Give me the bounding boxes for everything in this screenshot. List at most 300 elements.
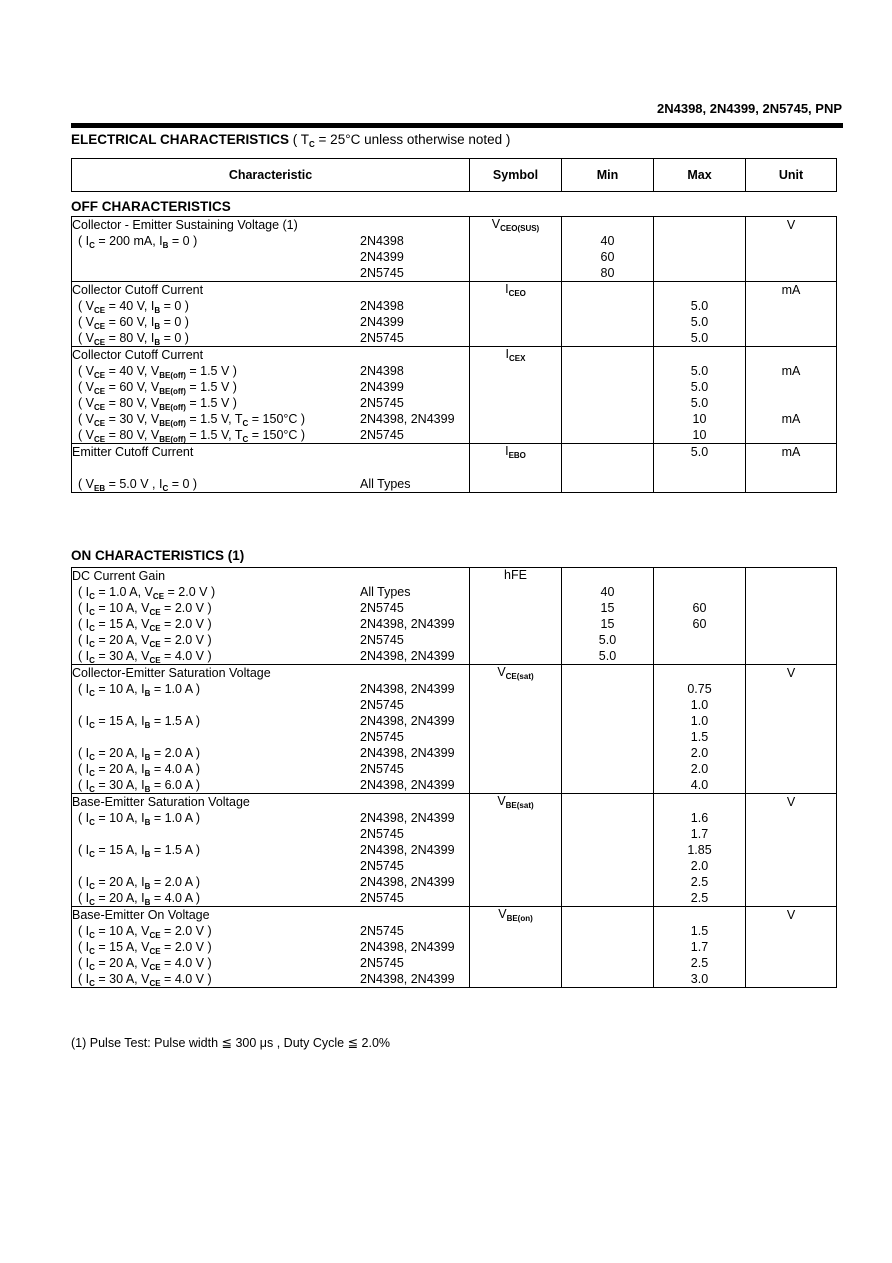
min-cell (562, 444, 654, 493)
name-row-spacer (562, 568, 653, 584)
test-condition: ( $I_C = 200$ mA, $I_B = 0$ ) (78, 234, 198, 250)
test-condition: ( $I_C = 15$ A, $V_{CE} = 2.0$ V ) (78, 617, 212, 633)
unit-value: V (786, 795, 796, 809)
max-value: 3.0 (690, 972, 709, 986)
device-type: 2N5745 (360, 428, 404, 442)
device-type: 2N4399 (360, 315, 404, 329)
unit-value (746, 379, 836, 395)
max-value: 2.0 (690, 859, 709, 873)
test-condition: ( $V_{EB} = 5.0$ V , $I_C = 0$ ) (78, 477, 198, 493)
max-cell (654, 568, 746, 665)
unit-value (746, 874, 836, 890)
condition-line (72, 890, 469, 906)
condition-line (72, 363, 469, 379)
parameter-row (72, 794, 837, 907)
min-value (562, 777, 653, 793)
max-value (654, 249, 745, 265)
unit-value: mA (781, 412, 801, 426)
condition-line (72, 939, 469, 955)
min-value (562, 955, 653, 971)
unit-value (746, 265, 836, 281)
header-rule (71, 123, 843, 128)
unit-value (746, 681, 836, 697)
max-value: 5.0 (690, 299, 709, 313)
unit-cell (746, 568, 837, 665)
characteristic-cell (72, 665, 470, 794)
device-type: 2N4398, 2N4399 (360, 811, 455, 825)
unit-value: mA (781, 364, 801, 378)
device-type: 2N4399 (360, 380, 404, 394)
unit-value: V (786, 218, 796, 232)
max-value (654, 233, 745, 249)
name-row-spacer (654, 665, 745, 681)
parameter-row (72, 347, 837, 444)
max-value (654, 584, 745, 600)
test-condition (72, 250, 78, 264)
unit-cell (746, 217, 837, 282)
min-value (562, 874, 653, 890)
device-type: 2N4398, 2N4399 (360, 940, 455, 954)
device-type: 2N5745 (360, 924, 404, 938)
max-value: 1.5 (690, 924, 709, 938)
symbol-cell (470, 444, 562, 493)
max-value: 5.0 (690, 445, 709, 459)
unit-value (746, 697, 836, 713)
min-value (562, 729, 653, 745)
unit-cell (746, 444, 837, 493)
device-type: 2N4398, 2N4399 (360, 972, 455, 986)
device-type: 2N5745 (360, 762, 404, 776)
max-value (654, 460, 745, 476)
max-value: 0.75 (687, 682, 712, 696)
condition-line (72, 427, 469, 443)
condition-line (72, 713, 469, 729)
pulse-test-footnote: (1) Pulse Test: Pulse width ≦ 300 μs , Duty Cycle ≦ 2.0% (71, 1036, 391, 1050)
condition-line (72, 460, 469, 476)
unit-value (746, 777, 836, 793)
min-value: 15 (600, 617, 615, 631)
test-condition: ( $I_C = 30$ A, $I_B = 6.0$ A ) (78, 778, 201, 794)
condition-line (72, 330, 469, 346)
unit-value (746, 923, 836, 939)
condition-line (72, 810, 469, 826)
name-row-spacer (654, 907, 745, 923)
name-row-spacer (562, 907, 653, 923)
off-characteristics-heading: OFF CHARACTERISTICS (71, 199, 231, 214)
max-value: 1.85 (687, 843, 712, 857)
min-cell (562, 347, 654, 444)
test-condition: ( $V_{CE} = 30$ V, $V_{BE(off)} = 1.5$ V, $T_C = 150^\circ C$ ) (78, 412, 306, 428)
min-value (562, 330, 653, 346)
test-condition: ( $I_C = 20$ A, $V_{CE} = 4.0$ V ) (78, 956, 212, 972)
min-value (562, 427, 653, 443)
unit-value (746, 584, 836, 600)
unit-value (746, 460, 836, 476)
parameter-name: Collector Cutoff Current (72, 348, 204, 362)
device-type: 2N5745 (360, 633, 404, 647)
max-value (654, 632, 745, 648)
condition-line (72, 648, 469, 664)
max-cell (654, 217, 746, 282)
device-type: 2N5745 (360, 396, 404, 410)
test-condition: ( $V_{CE} = 80$ V, $V_{BE(off)} = 1.5$ V, $T_C = 150^\circ C$ ) (78, 428, 306, 444)
test-condition: ( $I_C = 15$ A, $V_{CE} = 2.0$ V ) (78, 940, 212, 956)
test-condition: ( $I_C = 15$ A, $I_B = 1.5$ A ) (78, 843, 201, 859)
min-value (562, 681, 653, 697)
min-value: 5.0 (598, 633, 617, 647)
condition-line (72, 777, 469, 793)
name-row-spacer (654, 282, 745, 298)
max-value (654, 265, 745, 281)
test-condition: ( $V_{CE} = 40$ V, $I_B = 0$ ) (78, 299, 189, 315)
unit-value (746, 233, 836, 249)
min-value (562, 298, 653, 314)
name-row-spacer (562, 282, 653, 298)
min-value (562, 395, 653, 411)
unit-value: mA (781, 283, 801, 297)
condition-line (72, 955, 469, 971)
unit-value (746, 971, 836, 987)
min-cell (562, 217, 654, 282)
characteristic-cell (72, 907, 470, 988)
min-value: 40 (600, 585, 615, 599)
max-value: 2.5 (690, 956, 709, 970)
parameter-name: DC Current Gain (72, 569, 166, 583)
parameter-symbol: $I_{CEX}$ (505, 347, 526, 363)
test-condition (72, 266, 78, 280)
test-condition: ( $I_C = 15$ A, $I_B = 1.5$ A ) (78, 714, 201, 730)
min-value (562, 460, 653, 476)
column-min: Min (562, 159, 654, 192)
unit-value (746, 810, 836, 826)
parameter-name: Base-Emitter On Voltage (72, 908, 210, 922)
device-type: 2N4398 (360, 364, 404, 378)
on-characteristics-table (71, 567, 837, 988)
max-value: 10 (692, 412, 707, 426)
unit-cell (746, 282, 837, 347)
min-value (562, 411, 653, 427)
test-condition: ( $I_C = 30$ A, $V_{CE} = 4.0$ V ) (78, 972, 212, 988)
title-main: ELECTRICAL CHARACTERISTICS (71, 132, 290, 147)
condition-line (72, 632, 469, 648)
unit-value: V (786, 666, 796, 680)
test-condition (72, 827, 78, 841)
test-condition (72, 698, 78, 712)
condition-line (72, 729, 469, 745)
min-value (562, 761, 653, 777)
name-row-spacer (654, 794, 745, 810)
unit-value (746, 476, 836, 492)
device-type: 2N4398, 2N4399 (360, 617, 455, 631)
column-max: Max (654, 159, 746, 192)
min-cell (562, 907, 654, 988)
name-row-spacer (654, 568, 745, 584)
condition-line (72, 681, 469, 697)
min-value: 5.0 (598, 649, 617, 663)
part-number-header: 2N4398, 2N4399, 2N5745, PNP (656, 101, 842, 116)
device-type: 2N5745 (360, 730, 404, 744)
device-type: 2N4398 (360, 299, 404, 313)
min-value (562, 810, 653, 826)
parameter-symbol: $V_{CEO(SUS)}$ (491, 217, 540, 233)
unit-cell (746, 347, 837, 444)
test-condition: ( $I_C = 20$ A, $I_B = 2.0$ A ) (78, 875, 201, 891)
parameter-symbol: hFE (504, 568, 527, 582)
on-characteristics-heading: ON CHARACTERISTICS (1) (71, 548, 245, 563)
max-value: 60 (692, 601, 707, 615)
page-title (71, 132, 510, 147)
device-type: 2N5745 (360, 827, 404, 841)
symbol-cell (470, 907, 562, 988)
test-condition: ( $I_C = 10$ A, $V_{CE} = 2.0$ V ) (78, 924, 212, 940)
test-condition: ( $V_{CE} = 60$ V, $I_B = 0$ ) (78, 315, 189, 331)
condition-line (72, 616, 469, 632)
min-cell (562, 568, 654, 665)
min-value: 80 (600, 266, 615, 280)
test-condition: ( $I_C = 20$ A, $I_B = 2.0$ A ) (78, 746, 201, 762)
condition-line (72, 842, 469, 858)
unit-value (746, 427, 836, 443)
max-value: 1.0 (690, 714, 709, 728)
test-condition: ( $I_C = 1.0$ A, $V_{CE} = 2.0$ V ) (78, 585, 216, 601)
characteristic-cell (72, 568, 470, 665)
device-type: 2N5745 (360, 331, 404, 345)
max-value: 2.5 (690, 891, 709, 905)
symbol-cell (470, 568, 562, 665)
unit-value (746, 600, 836, 616)
max-value: 5.0 (690, 364, 709, 378)
column-unit: Unit (746, 159, 837, 192)
max-value: 4.0 (690, 778, 709, 792)
parameter-name: Collector-Emitter Saturation Voltage (72, 666, 271, 680)
min-value (562, 939, 653, 955)
test-condition: ( $I_C = 20$ A, $I_B = 4.0$ A ) (78, 891, 201, 907)
characteristic-cell (72, 794, 470, 907)
max-value: 1.7 (690, 827, 709, 841)
unit-value (746, 249, 836, 265)
unit-value (746, 395, 836, 411)
parameter-row (72, 282, 837, 347)
column-symbol: Symbol (470, 159, 562, 192)
min-cell (562, 794, 654, 907)
device-type: 2N4398, 2N4399 (360, 843, 455, 857)
device-type: 2N4398 (360, 234, 404, 248)
unit-value (746, 745, 836, 761)
device-type: 2N4398, 2N4399 (360, 649, 455, 663)
unit-value (746, 632, 836, 648)
unit-value (746, 616, 836, 632)
min-value (562, 971, 653, 987)
min-value (562, 314, 653, 330)
condition-line (72, 858, 469, 874)
unit-value: V (786, 908, 796, 922)
unit-value (746, 939, 836, 955)
unit-value (746, 729, 836, 745)
symbol-cell (470, 347, 562, 444)
parameter-name: Collector - Emitter Sustaining Voltage (1) (72, 218, 298, 232)
test-condition: ( $I_C = 10$ A, $I_B = 1.0$ A ) (78, 811, 201, 827)
max-value (654, 648, 745, 664)
name-row-spacer (562, 794, 653, 810)
max-value: 1.6 (690, 811, 709, 825)
test-condition: ( $I_C = 20$ A, $I_B = 4.0$ A ) (78, 762, 201, 778)
parameter-row (72, 665, 837, 794)
min-value (562, 890, 653, 906)
name-row-spacer (562, 665, 653, 681)
parameter-symbol: $I_{EBO}$ (505, 444, 526, 460)
test-condition: ( $V_{CE} = 60$ V, $V_{BE(off)} = 1.5$ V ) (78, 380, 237, 396)
name-row-spacer (654, 347, 745, 363)
parameter-symbol: $V_{BE(sat)}$ (497, 794, 534, 810)
device-type: 2N5745 (360, 956, 404, 970)
test-condition: ( $V_{CE} = 40$ V, $V_{BE(off)} = 1.5$ V ) (78, 364, 237, 380)
device-type: All Types (360, 477, 411, 491)
parameter-row (72, 568, 837, 665)
device-type: 2N4399 (360, 250, 404, 264)
max-cell (654, 282, 746, 347)
device-type: 2N5745 (360, 266, 404, 280)
unit-value (746, 858, 836, 874)
parameter-symbol: $V_{CE(sat)}$ (497, 665, 534, 681)
unit-value (746, 314, 836, 330)
max-value: 5.0 (690, 315, 709, 329)
parameter-row (72, 217, 837, 282)
device-type: 2N5745 (360, 698, 404, 712)
device-type: 2N5745 (360, 891, 404, 905)
max-cell (654, 794, 746, 907)
unit-cell (746, 665, 837, 794)
max-value: 1.5 (690, 730, 709, 744)
symbol-cell (470, 282, 562, 347)
device-type: 2N4398, 2N4399 (360, 682, 455, 696)
test-condition: ( $I_C = 30$ A, $V_{CE} = 4.0$ V ) (78, 649, 212, 665)
condition-line (72, 971, 469, 987)
column-header-table (71, 158, 837, 192)
condition-line (72, 233, 469, 249)
max-value: 5.0 (690, 380, 709, 394)
max-value: 5.0 (690, 331, 709, 345)
unit-cell (746, 907, 837, 988)
test-condition: ( $I_C = 10$ A, $V_{CE} = 2.0$ V ) (78, 601, 212, 617)
test-condition: ( $V_{CE} = 80$ V, $V_{BE(off)} = 1.5$ V ) (78, 396, 237, 412)
device-type: 2N4398, 2N4399 (360, 778, 455, 792)
condition-line (72, 249, 469, 265)
unit-value (746, 955, 836, 971)
max-value: 5.0 (690, 396, 709, 410)
parameter-symbol: $I_{CEO}$ (505, 282, 526, 298)
min-cell (562, 665, 654, 794)
symbol-cell (470, 665, 562, 794)
condition-line (72, 874, 469, 890)
parameter-name: Emitter Cutoff Current (72, 445, 194, 459)
characteristic-cell (72, 282, 470, 347)
condition-line (72, 476, 469, 492)
device-type: 2N4398, 2N4399 (360, 714, 455, 728)
condition-line (72, 298, 469, 314)
condition-line (72, 826, 469, 842)
test-condition: ( $I_C = 20$ A, $V_{CE} = 2.0$ V ) (78, 633, 212, 649)
min-value: 15 (600, 601, 615, 615)
min-value (562, 379, 653, 395)
off-characteristics-table (71, 216, 837, 493)
unit-value (746, 761, 836, 777)
parameter-symbol: $V_{BE(on)}$ (498, 907, 533, 923)
unit-value (746, 568, 836, 584)
condition-line (72, 923, 469, 939)
unit-value (746, 842, 836, 858)
parameter-row (72, 444, 837, 493)
min-value (562, 697, 653, 713)
max-value: 10 (692, 428, 707, 442)
min-value (562, 842, 653, 858)
device-type: All Types (360, 585, 411, 599)
name-row-spacer (562, 444, 653, 460)
characteristic-cell (72, 217, 470, 282)
min-value (562, 923, 653, 939)
test-condition (72, 730, 78, 744)
condition-line (72, 411, 469, 427)
unit-value (746, 713, 836, 729)
characteristic-cell (72, 444, 470, 493)
max-cell (654, 665, 746, 794)
unit-value (746, 330, 836, 346)
min-cell (562, 282, 654, 347)
min-value (562, 745, 653, 761)
test-condition: ( $V_{CE} = 80$ V, $I_B = 0$ ) (78, 331, 189, 347)
condition-line (72, 395, 469, 411)
condition-line (72, 379, 469, 395)
unit-value (746, 890, 836, 906)
unit-value (746, 298, 836, 314)
max-cell (654, 444, 746, 493)
name-row-spacer (562, 347, 653, 363)
condition-line (72, 600, 469, 616)
column-characteristic: Characteristic (72, 159, 470, 192)
unit-cell (746, 794, 837, 907)
min-value: 60 (600, 250, 615, 264)
condition-line (72, 265, 469, 281)
unit-value (746, 826, 836, 842)
parameter-name: Base-Emitter Saturation Voltage (72, 795, 250, 809)
max-value: 2.0 (690, 746, 709, 760)
unit-value: mA (781, 445, 801, 459)
symbol-cell (470, 794, 562, 907)
max-cell (654, 347, 746, 444)
name-row-spacer (654, 217, 745, 233)
max-value: 1.0 (690, 698, 709, 712)
device-type: 2N5745 (360, 601, 404, 615)
condition-line (72, 697, 469, 713)
min-value (562, 713, 653, 729)
condition-line (72, 761, 469, 777)
test-condition: ( $I_C = 10$ A, $I_B = 1.0$ A ) (78, 682, 201, 698)
test-condition (72, 461, 78, 475)
title-condition: ( $T_C = 25^\circ C$ unless otherwise noted ) (289, 132, 511, 149)
max-value: 60 (692, 617, 707, 631)
device-type: 2N5745 (360, 859, 404, 873)
device-type: 2N4398, 2N4399 (360, 746, 455, 760)
characteristic-cell (72, 347, 470, 444)
device-type: 2N4398, 2N4399 (360, 412, 455, 426)
max-value: 2.5 (690, 875, 709, 889)
condition-line (72, 584, 469, 600)
parameter-name: Collector Cutoff Current (72, 283, 204, 297)
max-value: 1.7 (690, 940, 709, 954)
condition-line (72, 314, 469, 330)
max-cell (654, 907, 746, 988)
symbol-cell (470, 217, 562, 282)
min-value: 40 (600, 234, 615, 248)
